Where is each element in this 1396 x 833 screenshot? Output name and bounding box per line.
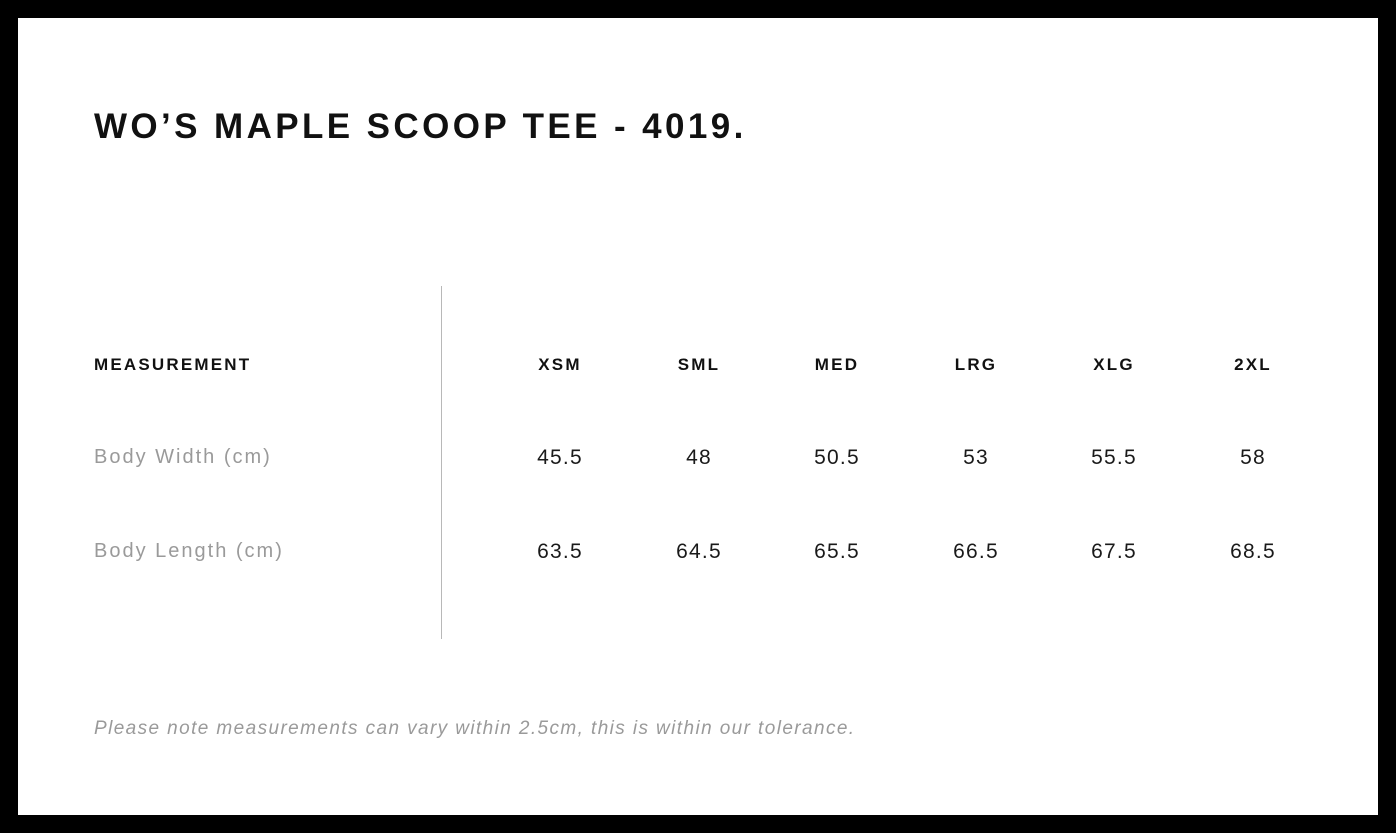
row-label-body-width: Body Width (cm) xyxy=(94,446,272,468)
table-row xyxy=(18,540,1378,570)
cell-body-width-xsm: 45.5 xyxy=(537,446,583,469)
tolerance-note: Please note measurements can vary within 2.5cm, this is within our tolerance. xyxy=(94,718,856,739)
size-table xyxy=(18,18,1378,815)
cell-body-width-2xl: 58 xyxy=(1240,446,1266,469)
column-header-size-xlg: XLG xyxy=(1093,355,1135,374)
cell-body-length-med: 65.5 xyxy=(814,540,860,563)
size-chart-page xyxy=(18,18,1378,815)
page-title: WO’S MAPLE SCOOP TEE - 4019. xyxy=(94,107,747,146)
cell-body-length-sml: 64.5 xyxy=(676,540,722,563)
cell-body-width-lrg: 53 xyxy=(963,446,989,469)
column-header-size-lrg: LRG xyxy=(954,355,998,374)
column-header-size-sml: SML xyxy=(677,355,721,374)
cell-body-width-sml: 48 xyxy=(686,446,712,469)
cell-body-length-xlg: 67.5 xyxy=(1091,540,1137,563)
cell-body-length-xsm: 63.5 xyxy=(537,540,583,563)
row-label-body-length: Body Length (cm) xyxy=(94,540,284,562)
table-header-row xyxy=(18,355,1378,385)
cell-body-length-2xl: 68.5 xyxy=(1230,540,1276,563)
cell-body-width-med: 50.5 xyxy=(814,446,860,469)
column-header-size-med: MED xyxy=(814,355,860,374)
column-header-measurement: MEASUREMENT xyxy=(94,355,252,374)
cell-body-length-lrg: 66.5 xyxy=(953,540,999,563)
column-header-size-2xl: 2XL xyxy=(1234,355,1272,374)
cell-body-width-xlg: 55.5 xyxy=(1091,446,1137,469)
column-header-size-xsm: XSM xyxy=(538,355,582,374)
table-row xyxy=(18,446,1378,476)
